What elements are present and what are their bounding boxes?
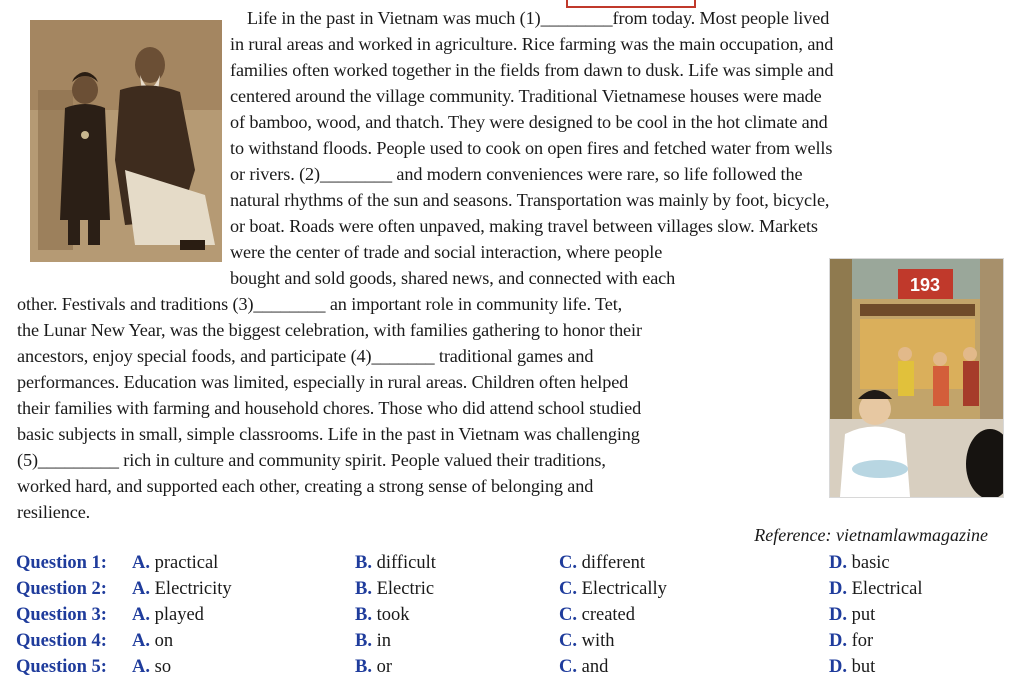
option-letter: A.	[132, 553, 150, 573]
option-text: or	[376, 657, 393, 677]
passage-line: resilience.	[17, 502, 91, 522]
option-letter: A.	[132, 657, 150, 677]
passage-line: of bamboo, wood, and thatch. They were designed to be cool in the hot climate and	[230, 112, 828, 132]
reference-source: Reference: vietnamlawmagazine	[754, 525, 988, 545]
option-letter: C.	[559, 605, 577, 625]
passage-line: to withstand floods. People used to cook on open fires and fetched water from wells	[230, 138, 833, 158]
option-letter: C.	[559, 579, 577, 599]
village-market-illustration	[829, 258, 1004, 498]
option-letter: B.	[355, 553, 372, 573]
passage-line: worked hard, and supported each other, creating a strong sense of belonging and	[17, 476, 594, 496]
option-b[interactable]	[355, 654, 392, 680]
option-d[interactable]	[829, 576, 923, 602]
option-text: practical	[154, 553, 219, 573]
illustration-graphic	[830, 259, 1003, 497]
question-label: Question 3:	[16, 605, 107, 625]
option-text: created	[581, 605, 636, 625]
option-c[interactable]	[559, 654, 608, 680]
option-text: played	[154, 605, 204, 625]
question-label: Question 1:	[16, 553, 107, 573]
question-row	[16, 576, 923, 602]
option-c[interactable]	[559, 576, 667, 602]
option-text: basic	[851, 553, 890, 573]
option-text: on	[154, 631, 174, 651]
option-text: in	[376, 631, 391, 651]
option-letter: B.	[355, 579, 372, 599]
option-text: for	[851, 631, 874, 651]
option-c[interactable]	[559, 628, 615, 654]
option-a[interactable]	[132, 654, 171, 680]
option-a[interactable]	[132, 576, 232, 602]
passage-line: other. Festivals and traditions (3)________ an important role in community life. Tet,	[17, 294, 623, 314]
option-text: different	[581, 553, 645, 573]
option-b[interactable]	[355, 550, 436, 576]
option-b[interactable]	[355, 602, 409, 628]
option-letter: D.	[829, 631, 847, 651]
option-letter: C.	[559, 631, 577, 651]
option-text: Electric	[376, 579, 435, 599]
passage-line: the Lunar New Year, was the biggest celebration, with families gathering to honor their	[17, 320, 642, 340]
option-letter: D.	[829, 657, 847, 677]
option-d[interactable]	[829, 550, 890, 576]
option-letter: B.	[355, 605, 372, 625]
passage-line: families often worked together in the fields from dawn to dusk. Life was simple and	[230, 60, 834, 80]
option-text: Electricity	[154, 579, 232, 599]
passage-line: performances. Education was limited, especially in rural areas. Children often helped	[17, 372, 629, 392]
option-letter: A.	[132, 631, 150, 651]
option-text: Electrical	[851, 579, 923, 599]
option-letter: D.	[829, 553, 847, 573]
option-d[interactable]	[829, 654, 875, 680]
option-a[interactable]	[132, 550, 218, 576]
option-letter: B.	[355, 657, 372, 677]
passage-line: were the center of trade and social interaction, where people	[230, 242, 663, 262]
option-c[interactable]	[559, 550, 645, 576]
option-b[interactable]	[355, 576, 434, 602]
option-text: took	[376, 605, 410, 625]
question-row	[16, 654, 876, 680]
option-text: put	[851, 605, 876, 625]
option-letter: C.	[559, 553, 577, 573]
option-text: but	[851, 657, 876, 677]
option-text: difficult	[376, 553, 436, 573]
option-text: Electrically	[581, 579, 667, 599]
question-label: Question 4:	[16, 631, 107, 651]
passage-line: Life in the past in Vietnam was much (1)________from today. Most people lived	[247, 8, 830, 28]
historical-family-photo	[30, 20, 222, 262]
question-label: Question 5:	[16, 657, 107, 677]
question-row	[16, 602, 876, 628]
option-letter: C.	[559, 657, 577, 677]
option-letter: D.	[829, 605, 847, 625]
option-letter: B.	[355, 631, 372, 651]
passage-line: ancestors, enjoy special foods, and participate (4)_______ traditional games and	[17, 346, 594, 366]
passage-line: basic subjects in small, simple classrooms. Life in the past in Vietnam was challenging	[17, 424, 640, 444]
photo-illustration	[30, 20, 222, 262]
passage-line: (5)_________ rich in culture and community spirit. People valued their traditions,	[17, 450, 606, 470]
passage-line: or boat. Roads were often unpaved, making travel between villages slow. Markets	[230, 216, 818, 236]
option-b[interactable]	[355, 628, 391, 654]
option-text: and	[581, 657, 609, 677]
option-d[interactable]	[829, 602, 875, 628]
passage-line: in rural areas and worked in agriculture. Rice farming was the main occupation, and	[230, 34, 834, 54]
passage-line: or rivers. (2)________ and modern conveniences were rare, so life followed the	[230, 164, 803, 184]
option-text: with	[581, 631, 615, 651]
option-a[interactable]	[132, 628, 173, 654]
passage-line: their families with farming and household chores. Those who did attend school studied	[17, 398, 642, 418]
option-text: so	[154, 657, 172, 677]
option-letter: D.	[829, 579, 847, 599]
passage-line: natural rhythms of the sun and seasons. Transportation was mainly by foot, bicycle,	[230, 190, 830, 210]
option-a[interactable]	[132, 602, 204, 628]
passage-line: centered around the village community. Traditional Vietnamese houses were made	[230, 86, 822, 106]
option-c[interactable]	[559, 602, 635, 628]
option-d[interactable]	[829, 628, 873, 654]
option-letter: A.	[132, 605, 150, 625]
question-row	[16, 550, 890, 576]
shop-sign-number: 193	[909, 275, 941, 295]
passage-line: bought and sold goods, shared news, and connected with each	[230, 268, 676, 288]
question-row	[16, 628, 874, 654]
option-letter: A.	[132, 579, 150, 599]
question-label: Question 2:	[16, 579, 107, 599]
